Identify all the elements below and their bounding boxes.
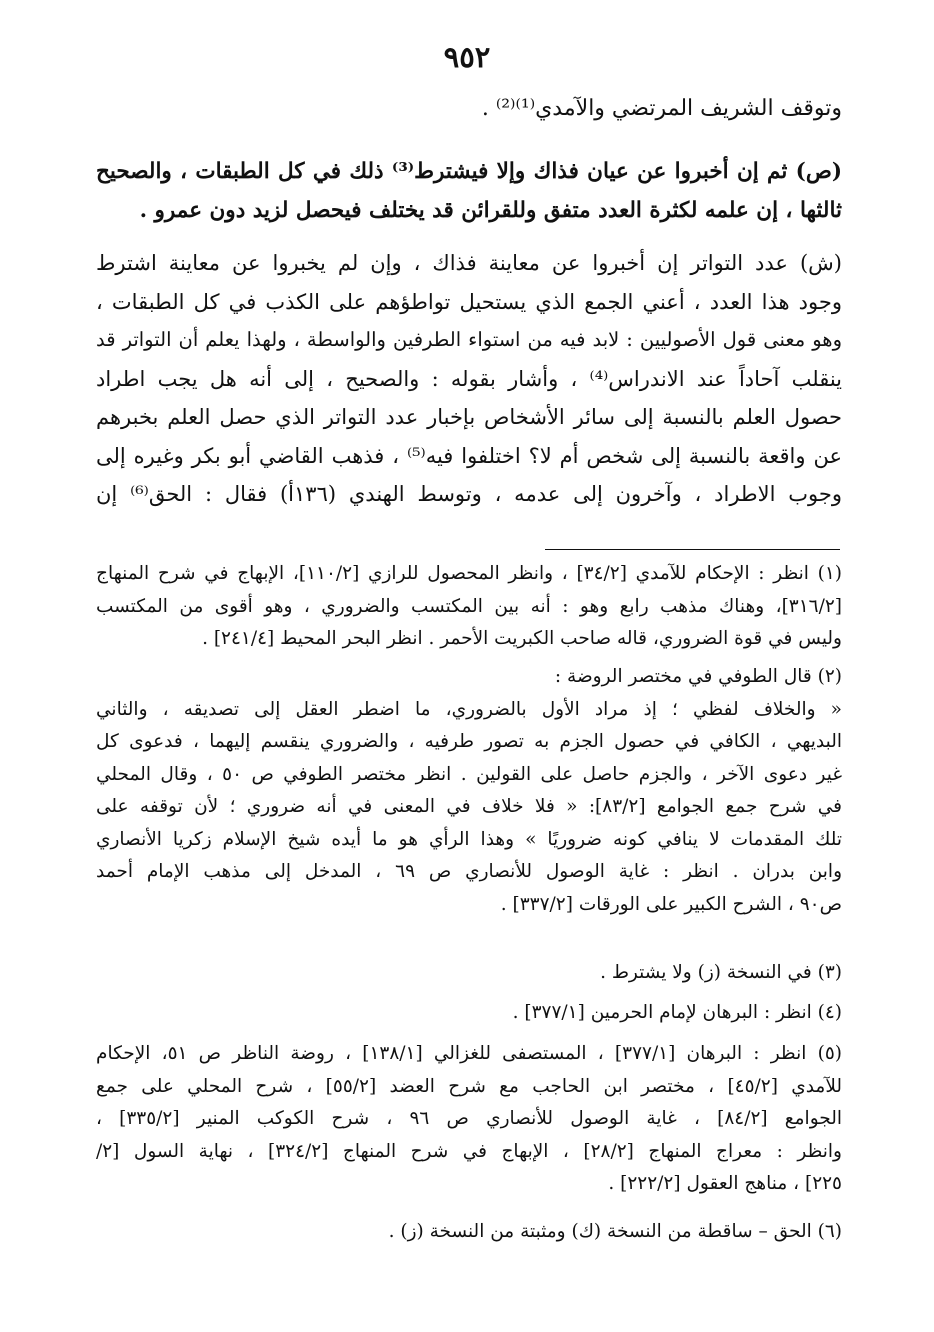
text-line: وتوقف الشريف المرتضي والآمدي⁽¹⁾⁽²⁾ . <box>481 96 842 121</box>
footnote-line: (٢) قال الطوفي في مختصر الروضة : <box>554 666 842 687</box>
footnote-line: [٣١٦/٢]، وهناك مذهب رابع وهو : أنه بين المكتسب والضروري ، وهو أقوى من المكتسب <box>96 595 842 617</box>
text-line: وهو معنى قول الأصوليين : لابد فيه من استواء الطرفين والواسطة ، ولهذا يعلم أن التواتر قد <box>96 328 842 351</box>
page-number: ٩٥٢ <box>443 40 491 74</box>
text-line: عن واقعة بالنسبة إلى شخص أم لا؟ اختلفوا فيه⁽⁵⁾ ، فذهب القاضي أبو بكر وغيره إلى <box>96 443 842 468</box>
footnote-line: غير دعوى الآخر ، والجزم حاصل على القولين . انظر مختصر الطوفي ص ٥٠ ، وقال المحلي <box>96 763 842 785</box>
footnote-3 <box>96 957 842 990</box>
footnote-line: ص٩٠ ، الشرح الكبير على الورقات [٣٣٧/٢] . <box>500 893 842 915</box>
footnote-line: للآمدي [٤٥/٢] ، مختصر ابن الحاجب مع شرح العضد [٥٥/٢] ، شرح المحلي على جمع <box>96 1075 842 1097</box>
text-line: ينقلب آحاداً عند الاندراس⁽⁴⁾ ، وأشار بقوله : والصحيح ، إلى أنه هل يجب اطراد <box>96 366 842 391</box>
footnote-5 <box>96 1038 842 1201</box>
footnote-divider <box>545 549 840 550</box>
footnote-line: « والخلاف لفظي ؛ إذ مراد الأول بالضروري، ما اضطر العقل إلى تصديقه ، والثاني <box>96 698 842 720</box>
text-line: حصول العلم بالنسبة إلى سائر الأشخاص بإخبار عدد التواتر الذي حصل العلم بخبرهم <box>96 405 842 429</box>
footnote-line: (٤) انظر : البرهان لإمام الحرمين [٣٧٧/١] . <box>512 1002 842 1023</box>
footnote-line: ٢٢٥] ، مناهج العقول [٢٢٢/٢] . <box>608 1173 842 1194</box>
footnote-1 <box>96 558 842 656</box>
lead-text <box>96 89 842 129</box>
text-line: ثالثها ، إن علمه لكثرة العدد متفق وللقرائن قد يختلف فيحصل لزيد دون عمرو . <box>139 198 842 223</box>
footnote-line: (١) انظر : الإحكام للآمدي [٣٤/٢] ، وانظر المحصول للرازي [١١٠/٢]، الإبهاج في شرح المنهاج <box>96 563 842 584</box>
footnote-line: البديهي ، الكافي في حصول الجزم به تصور طرفيه ، والضروري ينقسم إليهما ، فدعوى كل <box>96 731 842 752</box>
footnote-line: (٦) الحق – ساقطة من النسخة (ك) ومثبتة من النسخة (ز) . <box>388 1221 842 1242</box>
footnote-6 <box>96 1216 842 1249</box>
footnote-line: وانظر : معراج المنهاج [٢٨/٢] ، الإبهاج في شرح المنهاج [٣٢٤/٢] ، نهاية السول [٢/ <box>96 1140 842 1162</box>
footnote-line: تلك المقدمات لا ينافي كونه ضروريًا » وهذا الرأي هو ما أيده شيخ الإسلام زكريا الأنصاري <box>96 828 842 850</box>
footnote-4 <box>96 997 842 1030</box>
footnote-line: وابن بدران . انظر : غاية الوصول للأنصاري ص ٦٩ ، المدخل إلى مذهب الإمام أحمد <box>96 861 842 882</box>
text-line: (ص) ثم إن أخبروا عن عيان فذاك وإلا فيشترط⁽³⁾ ذلك في كل الطبقات ، والصحيح <box>96 159 842 184</box>
matn-text <box>96 152 842 230</box>
text-line: وجود هذا العدد ، أعني الجمع الذي يستحيل تواطؤهم على الكذب في كل الطبقات ، <box>96 289 842 314</box>
footnote-line: وليس في قوة الضروري، قاله صاحب الكبريت الأحمر . انظر البحر المحيط [٢٤١/٤] . <box>202 628 842 649</box>
text-line: (ش) عدد التواتر إن أخبروا عن معاينة فذاك ، وإن لم يخبروا عن معاينة اشترط <box>96 251 842 275</box>
footnote-2 <box>96 661 842 921</box>
sharh-text <box>96 244 842 514</box>
footnote-line: في شرح جمع الجوامع [٨٣/٢]: « فلا خلاف في المعنى في أنه ضروري ؛ لأن توقفه على <box>96 796 842 817</box>
footnote-line: الجوامع [٨٤/٢] ، غاية الوصول للأنصاري ص ٩٦ ، شرح الكوكب المنير [٣٣٥/٢] ، <box>96 1108 842 1129</box>
footnote-line: (٥) انظر : البرهان [٣٧٧/١] ، المستصفى للغزالي [١٣٨/١] ، روضة الناظر ص ٥١، الإحكام <box>96 1043 842 1064</box>
footnote-line: (٣) في النسخة (ز) ولا يشترط . <box>600 962 842 983</box>
text-line: وجوب الاطراد ، وآخرون إلى عدمه ، وتوسط الهندي (١٣٦أ) فقال : الحق⁽⁶⁾ إن <box>96 482 842 506</box>
